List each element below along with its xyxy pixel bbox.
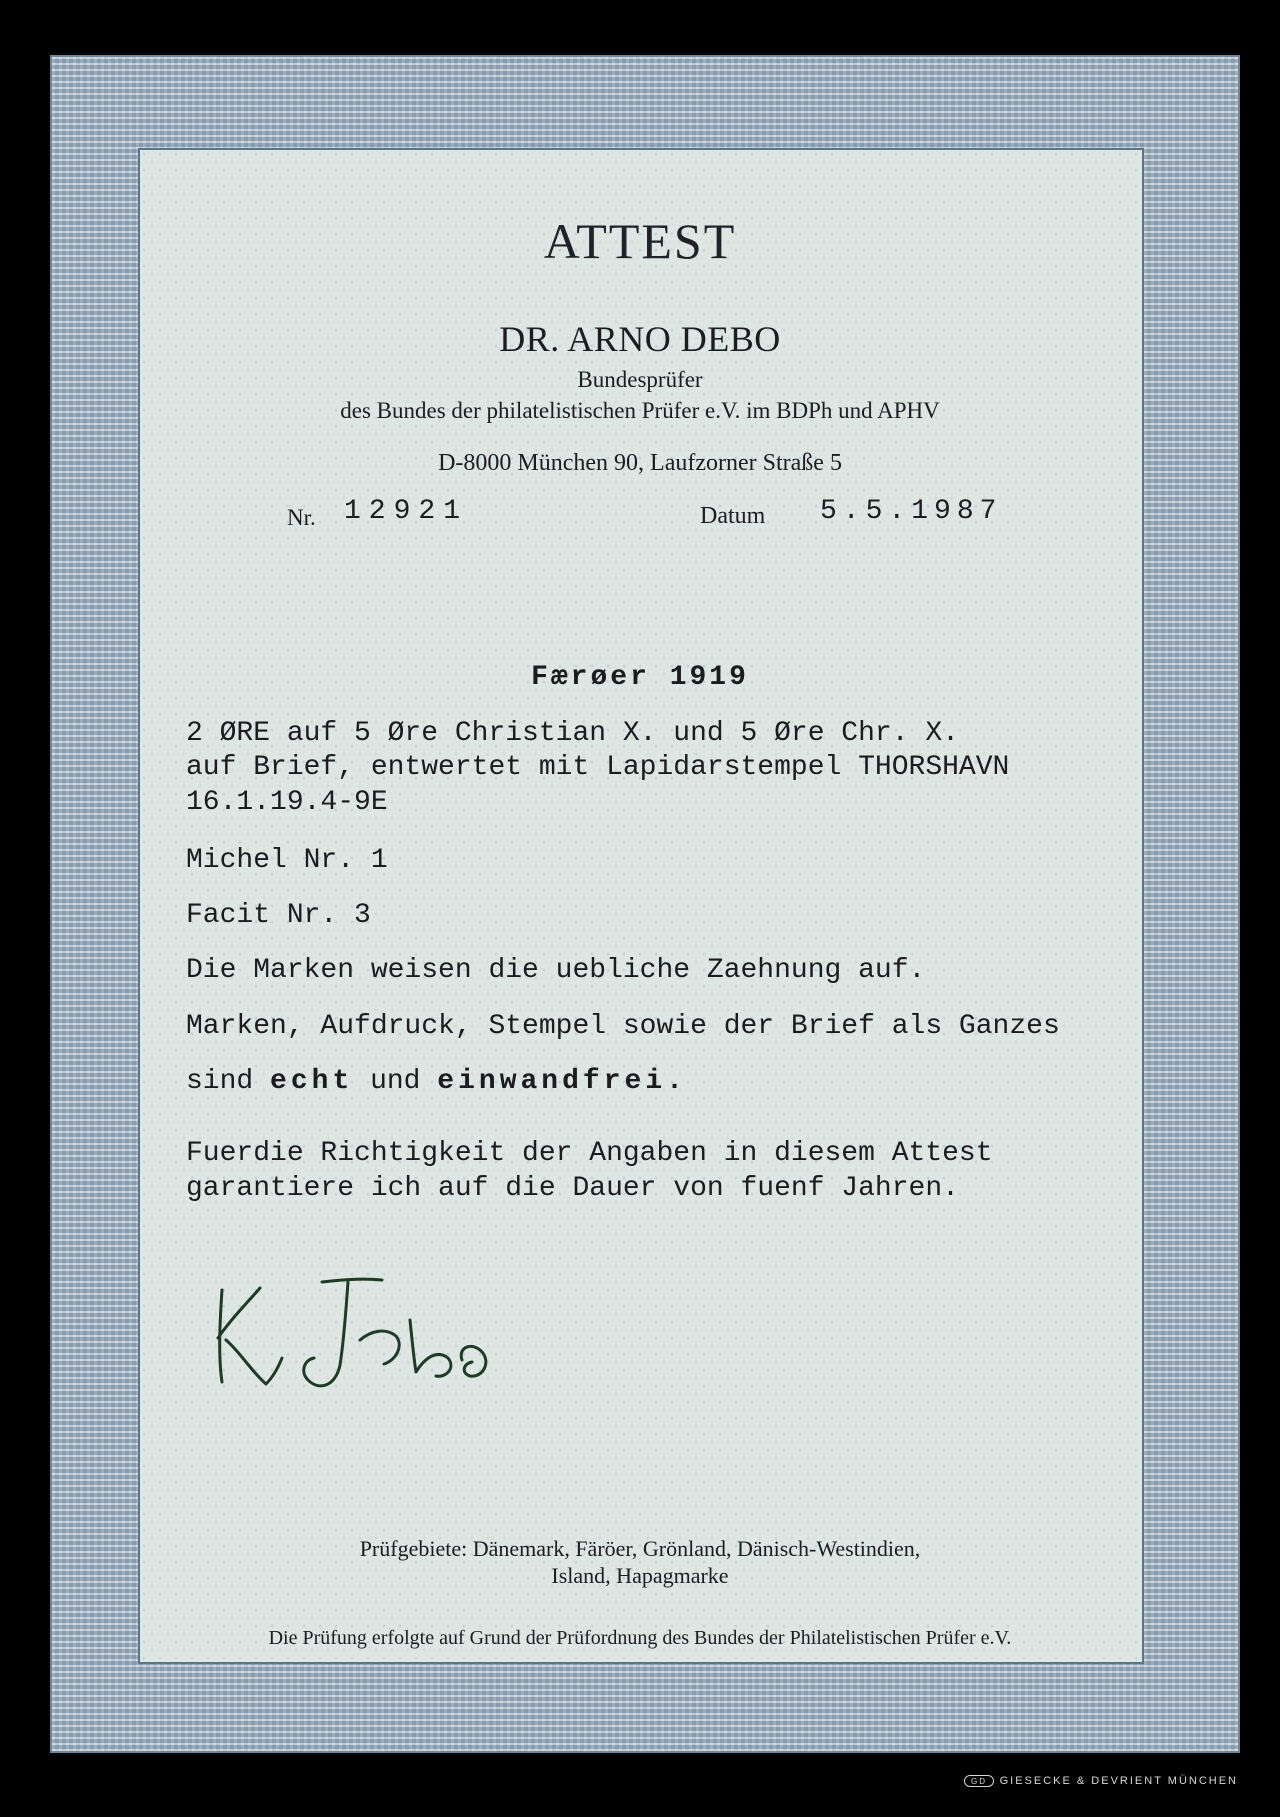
examiner-association: des Bundes der philatelistischen Prüfer e.V. im BDPh und APHV bbox=[340, 398, 940, 423]
examiner-name: DR. ARNO DEBO bbox=[499, 319, 781, 359]
certificate-title: ATTEST bbox=[543, 213, 737, 269]
perforation-statement: Die Marken weisen die uebliche Zaehnung auf. bbox=[186, 955, 926, 986]
stamp-issue-heading: Færøer 1919 bbox=[531, 662, 749, 693]
guarantee-line-2: garantiere ich auf die Dauer von fuenf Jahren. bbox=[186, 1173, 959, 1204]
examiner-address: D-8000 München 90, Laufzorner Straße 5 bbox=[438, 450, 842, 476]
verdict-genuine: echt bbox=[270, 1066, 354, 1097]
verdict-sind: sind bbox=[186, 1066, 254, 1097]
certificate-number-label: Nr. bbox=[287, 505, 316, 530]
examination-rules-note: Die Prüfung erfolgte auf Grund der Prüfordnung des Bundes der Philatelistischen Prüfer e.V. bbox=[268, 1627, 1012, 1649]
certificate-date: 5.5.1987 bbox=[820, 496, 1003, 527]
printer-imprint bbox=[964, 1775, 1238, 1787]
michel-number: Michel Nr. 1 bbox=[186, 845, 388, 876]
description-line-2: auf Brief, entwertet mit Lapidarstempel THORSHAVN bbox=[186, 752, 1010, 783]
printer-logo-icon bbox=[964, 1775, 994, 1787]
facit-number: Facit Nr. 3 bbox=[186, 900, 371, 931]
examination-fields-line-2: Island, Hapagmarke bbox=[551, 1563, 729, 1588]
description-line-1: 2 ØRE auf 5 Øre Christian X. und 5 Øre Chr. X. bbox=[186, 718, 959, 749]
description-line-3: 16.1.19.4-9E bbox=[186, 787, 388, 818]
date-label: Datum bbox=[700, 503, 766, 529]
printer-logo-text: GD bbox=[970, 1777, 987, 1786]
certificate-number: 12921 bbox=[344, 496, 469, 527]
verdict-line bbox=[186, 1066, 687, 1097]
printer-name: GIESECKE & DEVRIENT MÜNCHEN bbox=[999, 1775, 1238, 1787]
verdict-faultless: einwandfrei. bbox=[437, 1066, 687, 1097]
handwritten-signature bbox=[200, 1260, 520, 1400]
examination-fields-line-1: Prüfgebiete: Dänemark, Färöer, Grönland, Dänisch-Westindien, bbox=[359, 1536, 921, 1561]
examiner-role: Bundesprüfer bbox=[577, 367, 703, 392]
verdict-intro: Marken, Aufdruck, Stempel sowie der Brief als Ganzes bbox=[186, 1011, 1060, 1042]
verdict-and: und bbox=[370, 1066, 421, 1097]
guarantee-line-1: Fuerdie Richtigkeit der Angaben in diesem Attest bbox=[186, 1138, 993, 1169]
